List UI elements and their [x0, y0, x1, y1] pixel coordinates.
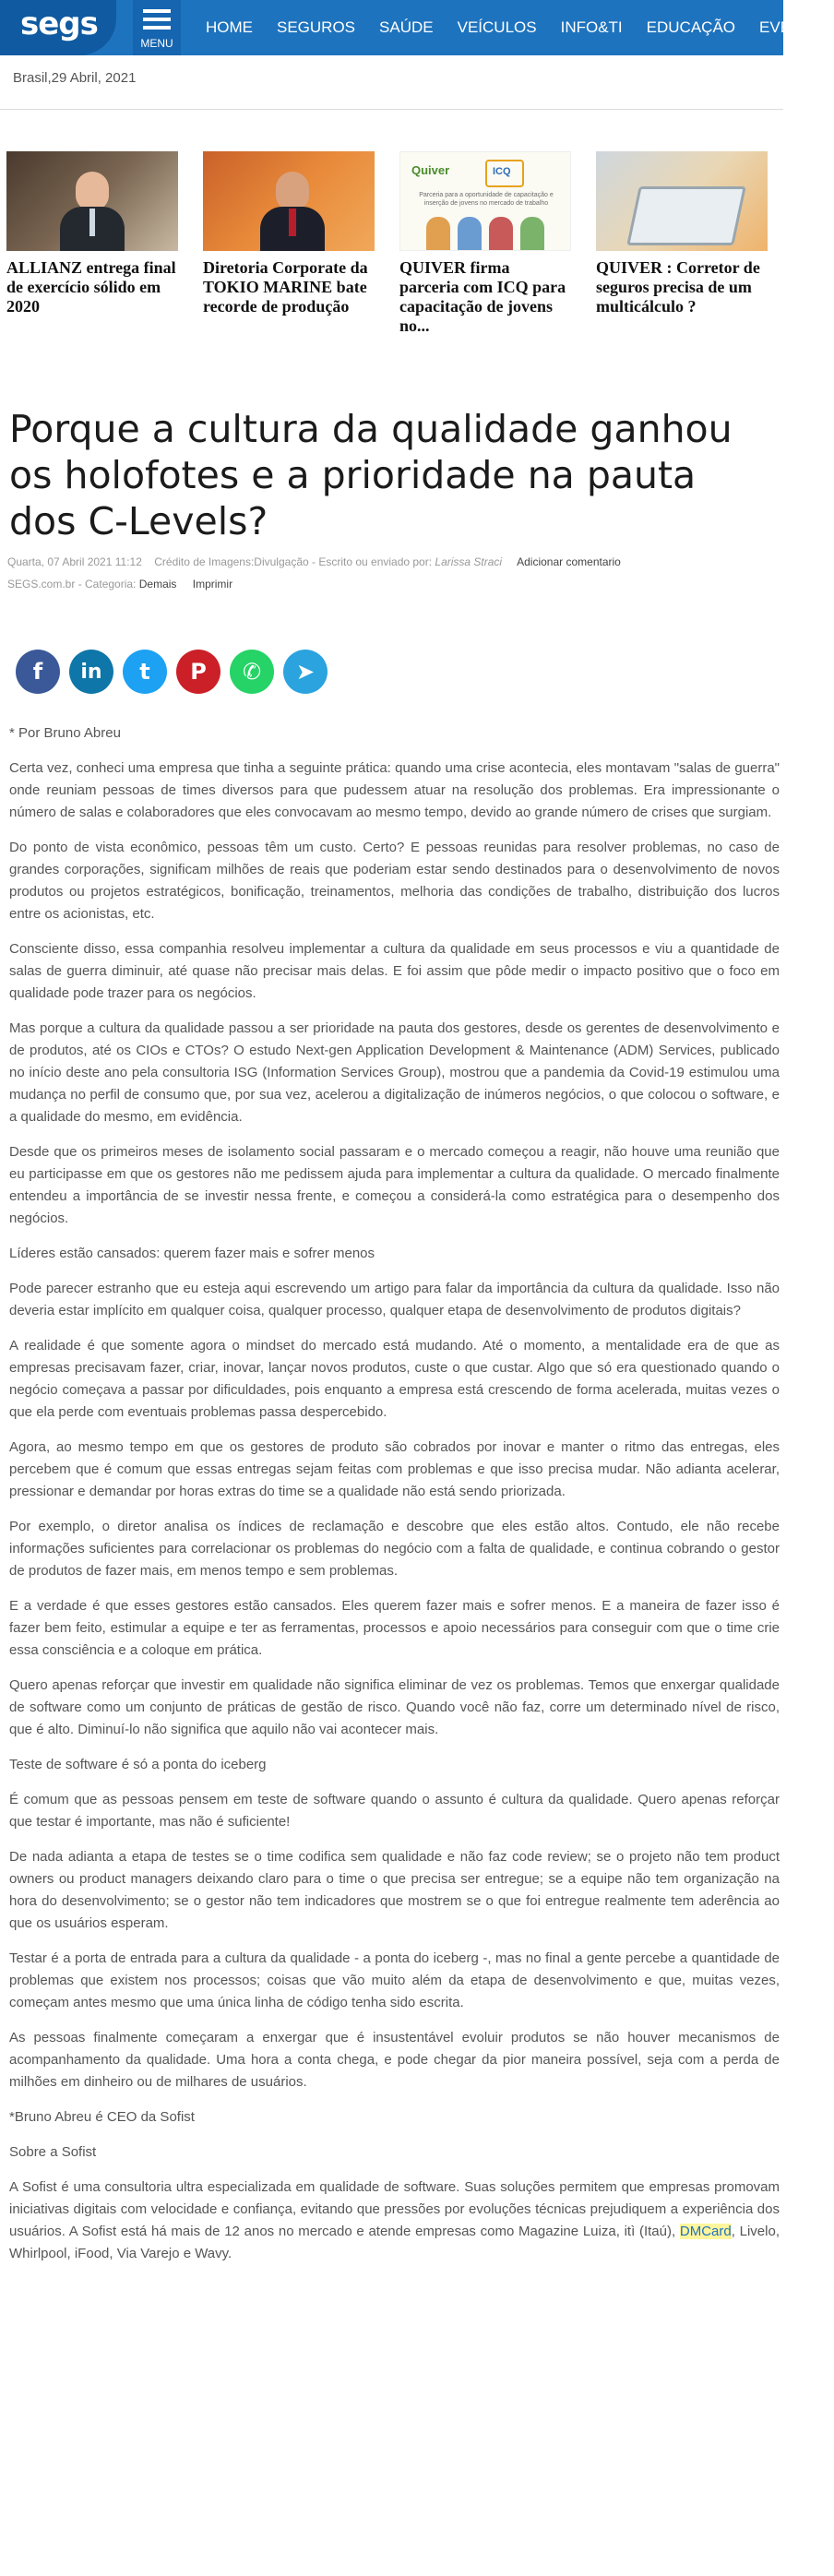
featured-thumbnail[interactable] — [6, 151, 178, 251]
menu-label: MENU — [140, 37, 173, 50]
featured-title[interactable]: QUIVER firma parceria com ICQ para capacitação de jovens no... — [399, 258, 566, 335]
featured-title[interactable]: Diretoria Corporate da TOKIO MARINE bate recorde de produção — [203, 258, 368, 316]
article-author: Larissa Straci — [435, 555, 503, 568]
telegram-icon: ➤ — [295, 659, 316, 685]
highlighted-link-dmcard[interactable]: DMCard — [679, 2224, 732, 2239]
featured-title[interactable]: QUIVER : Corretor de seguros precisa de um multicálculo ? — [596, 258, 760, 316]
pinterest-share-button[interactable] — [176, 650, 220, 694]
paragraph: De nada adianta a etapa de testes se o time codifica sem qualidade e não faz code review; se o projeto não tem product owners ou product managers deixando claro para o time o que precisa ser entregue; se a equipe não tem organização na hora do desenvolvimento; se o gestor não tem indicadores que mostrem se o que foi entregue realmente tem aderência ao que os usuários esperam. — [9, 1849, 780, 1931]
paragraph: Por exemplo, o diretor analisa os índices de reclamação e descobre que eles estão altos. Contudo, ele não recebe informações suficientes para correlacionar os problemas do negócio com a falta de qualidade, e continua cobrando o gestor de produtos de fazer mais, em menos tempo e sem problemas. — [9, 1519, 780, 1579]
paragraph: Agora, ao mesmo tempo em que os gestores de produto são cobrados por inovar e manter o ritmo das entregas, eles percebem que é comum que essas entregas sejam feitas com problemas e que isso precisa mudar. Não adianta acelerar, pressionar e demandar por horas extras do time se a qualidade não está sendo priorizada. — [9, 1439, 780, 1499]
paragraph: Do ponto de vista econômico, pessoas têm um custo. Certo? E pessoas reunidas para resolver problemas, no caso de grandes corporações, significam milhões de reais que poderiam estar sendo destinados para o desenvolvimento de novos produtos ou projetos estratégicos, bonificação, treinamentos, melhoria das condições de trabalho, distribuição dos lucros entre os acionistas, etc. — [9, 840, 780, 922]
add-comment-link[interactable]: Adicionar comentario — [517, 555, 621, 568]
subheading: Líderes estão cansados: querem fazer mais e sofrer menos — [9, 1246, 375, 1261]
subheading: Teste de software é só a ponta do iceberg — [9, 1757, 267, 1772]
person-photo — [60, 166, 125, 251]
icq-logo: ICQ — [485, 160, 524, 187]
paragraph: E a verdade é que esses gestores estão cansados. Eles querem fazer mais e sofrer menos. E a maneira de fazer isso é fazer bem feito, estimular a equipe e ter as ferramentas, processos e apoio necessários para conseguir com que o time crie essa consciência e a coloque em prática. — [9, 1598, 780, 1658]
paragraph: Consciente disso, essa companhia resolveu implementar a cultura da qualidade em seus processos e viu a quantidade de salas de guerra diminuir, até quase não precisar mais delas. E foi assim que pôde medir o impacto positivo que o foco em qualidade pode trazer para os negócios. — [9, 941, 780, 1001]
article-category-line — [7, 578, 232, 590]
paragraph: As pessoas finalmente começaram a enxergar que é insustentável evoluir produtos se não houver mecanismos de acompanhamento da qualidade. Uma hora a conta chega, e pode chegar da pior maneira possível, seja com a perda de milhões em dinheiro ou de milhares de usuários. — [9, 2030, 780, 2090]
paragraph: A Sofist é uma consultoria ultra especializada em qualidade de software. Suas soluções permitem que empresas promovam iniciativas digitais com velocidade e confiança, evitando que pressões por evoluções técnicas prejudiquem a experiência dos usuários. A Sofist está há mais de 12 anos no mercado e atende empresas como Magazine Luiza, itì (Itaú), DMCard, Livelo, Whirlpool, iFood, Via Varejo e Wavy. — [9, 2179, 780, 2261]
current-date: Brasil,29 Abril, 2021 — [13, 70, 137, 86]
article-body — [9, 722, 780, 2278]
subheading: Sobre a Sofist — [9, 2144, 97, 2160]
article-date: Quarta, 07 Abril 2021 11:12 — [7, 555, 142, 568]
menu-button[interactable] — [133, 0, 181, 55]
site-logo[interactable] — [0, 0, 116, 55]
featured-card-quiver-multicalculo[interactable] — [596, 151, 768, 316]
hamburger-icon — [143, 9, 171, 34]
paragraph: A realidade é que somente agora o mindset do mercado está mudando. Até o momento, a mentalidade era de que as empresas precisavam fazer, criar, inovar, lançar novos produtos, custe o que custar. Algo que só era questionado quando o negócio começava a passar por dificuldades, pois enquanto a empresa está crescendo de forma acelerada, muitas vezes o que ela perde com eventuais problemas passa despercebido. — [9, 1338, 780, 1420]
featured-card-quiver-icq[interactable] — [399, 151, 571, 336]
author-bio: *Bruno Abreu é CEO da Sofist — [9, 2109, 195, 2125]
thumbnail-caption: Parceria para a oportunidade de capacitação e inserção de jovens no mercado de trabalho — [419, 192, 554, 207]
paragraph: * Por Bruno Abreu — [9, 725, 121, 741]
article-title: Porque a cultura da qualidade ganhou os holofotes e a prioridade na pauta dos C-Levels? — [9, 407, 733, 543]
main-nav — [194, 0, 834, 55]
logo-text: segs — [20, 6, 98, 42]
paragraph: Mas porque a cultura da qualidade passou a ser prioridade na pauta dos gestores, desde os gerentes de desenvolvimento e de produtos, até os CIOs e CTOs? O estudo Next-gen Application Development & Maintenance (ADM) Services, publicado no início deste ano pela consultoria ISG (Information Services Group), mostrou que a pandemia da Covid-19 estimulou uma mudança no perfil de consumo que, por sua vez, acelerou a digitalização de inúmeros negócios, o que colocou o software, e a qualidade do mesmo, em evidência. — [9, 1020, 780, 1125]
twitter-icon: t — [139, 659, 150, 685]
nav-info-ti[interactable]: INFO&TI — [560, 18, 623, 36]
nav-saude[interactable]: SAÚDE — [379, 18, 434, 36]
paragraph: É comum que as pessoas pensem em teste de software quando o assunto é cultura da qualidade. Quero apenas reforçar que testar é importante, mas não é suficiente! — [9, 1792, 780, 1830]
whatsapp-icon: ✆ — [242, 659, 262, 685]
linkedin-share-button[interactable] — [69, 650, 113, 694]
article-meta: Quarta, 07 Abril 2021 11:12 Crédito de Imagens:Divulgação - Escrito ou enviado por: Larissa Straci Adicionar comentario — [7, 555, 621, 568]
nav-eventos[interactable]: EVENTOS — [759, 18, 834, 36]
date-bar — [0, 55, 783, 110]
featured-title[interactable]: ALLIANZ entrega final de exercício sólido em 2020 — [6, 258, 176, 316]
linkedin-icon: in — [80, 660, 102, 684]
paragraph: Testar é a porta de entrada para a cultura da qualidade - a ponta do iceberg -, mas no final a gente percebe a quantidade de problemas que existem nos processos; coisas que vão muito além da etapa de desenvolvimento e que, muitas vezes, começam antes mesmo que uma única linha de código tenha sido escrita. — [9, 1950, 780, 2010]
featured-thumbnail[interactable] — [399, 151, 571, 251]
top-navigation-bar — [0, 0, 834, 55]
telegram-share-button[interactable] — [283, 650, 328, 694]
category-link[interactable]: Demais — [138, 578, 177, 590]
article-source: SEGS.com.br - Categoria: — [7, 578, 137, 590]
nav-seguros[interactable]: SEGUROS — [277, 18, 356, 36]
paragraph: Desde que os primeiros meses de isolamento social passaram e o mercado começou a reagir, não houve uma reunião que eu participasse em que os gestores não me pedissem ajuda para implementar a cultura da qualidade. O mercado finalmente entendeu a importância de se investir nessa frente, e começou a considerá-la como estratégica para o desempenho dos negócios. — [9, 1144, 780, 1226]
quiver-logo: Quiver — [411, 163, 450, 177]
featured-thumbnail[interactable] — [203, 151, 375, 251]
whatsapp-share-button[interactable] — [230, 650, 274, 694]
nav-educacao[interactable]: EDUCAÇÃO — [646, 18, 736, 36]
featured-card-tokio-marine[interactable] — [203, 151, 375, 316]
featured-card-allianz[interactable] — [6, 151, 178, 316]
paragraph: Quero apenas reforçar que investir em qualidade não significa eliminar de vez os problemas. Temos que enxergar qualidade de software como um conjunto de práticas de gestão de risco. Quando você não faz, corre um determinado nível de risco, que é alto. Diminuí-lo não significa que aquilo não vai acontecer mais. — [9, 1677, 780, 1737]
print-link[interactable]: Imprimir — [192, 578, 233, 590]
person-photo — [260, 166, 325, 251]
paragraph: Pode parecer estranho que eu esteja aqui escrevendo um artigo para falar da importância da cultura da qualidade. Isso não deveria estar implícito em qualquer coisa, qualquer processo, qualquer etapa de desenvolvimento de produtos digitais? — [9, 1281, 780, 1318]
paragraph: Certa vez, conheci uma empresa que tinha a seguinte prática: quando uma crise acontecia, eles montavam "salas de guerra" onde reuniam pessoas de times diversos para que pudessem atuar na resolução dos problemas. Era impressionante o número de salas e colaboradores que eles convocavam ao mesmo tempo, devido ao grande número de crises que surgiam. — [9, 760, 780, 820]
nav-veiculos[interactable]: VEÍCULOS — [457, 18, 537, 36]
featured-thumbnail[interactable] — [596, 151, 768, 251]
laptop-image — [626, 186, 746, 245]
nav-home[interactable]: HOME — [206, 18, 253, 36]
pinterest-icon: P — [190, 659, 207, 685]
article-credit: Crédito de Imagens:Divulgação - Escrito ou enviado por — [154, 555, 429, 568]
facebook-share-button[interactable] — [16, 650, 60, 694]
facebook-icon: f — [32, 659, 43, 685]
share-buttons — [16, 650, 337, 694]
twitter-share-button[interactable] — [123, 650, 167, 694]
